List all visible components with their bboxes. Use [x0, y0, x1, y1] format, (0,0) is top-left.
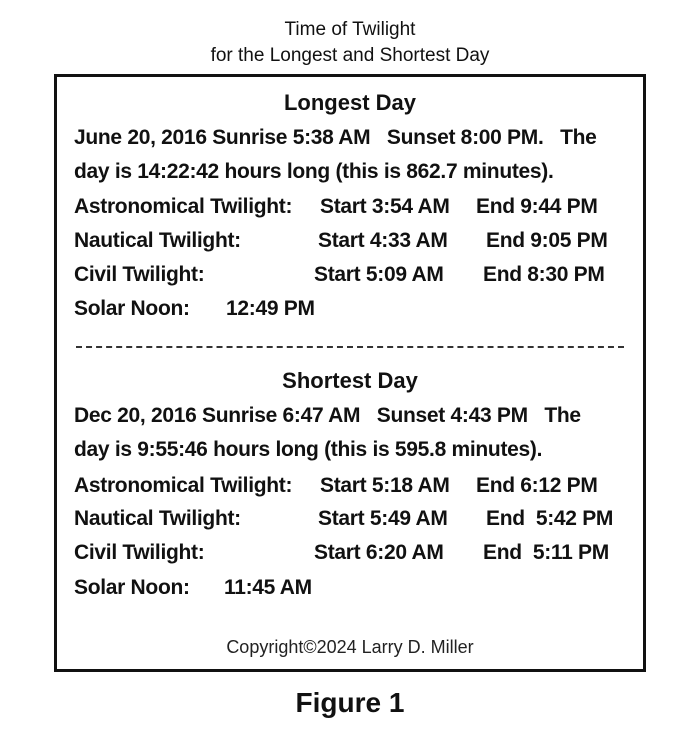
shortest-civil-label: Civil Twilight:: [74, 541, 205, 564]
title-line-1: Time of Twilight: [284, 19, 416, 40]
title-line-2: for the Longest and Shortest Day: [210, 45, 490, 66]
section-separator: [76, 346, 624, 348]
copyright-notice: Copyright©2024 Larry D. Miller: [226, 637, 474, 657]
shortest-noon-value: 11:45 AM: [224, 576, 312, 599]
longest-nautical-start: Start 4:33 AM: [318, 229, 448, 252]
shortest-astro-label: Astronomical Twilight:: [74, 474, 293, 497]
shortest-civil-end: End 5:11 PM: [483, 541, 609, 564]
longest-nautical-label: Nautical Twilight:: [74, 229, 241, 252]
longest-noon-label: Solar Noon:: [74, 297, 190, 320]
longest-civil-start: Start 5:09 AM: [314, 263, 444, 286]
longest-astro-end: End 9:44 PM: [476, 195, 598, 218]
longest-day-heading: Longest Day: [283, 90, 417, 115]
shortest-sunrise-sunset: Dec 20, 2016 Sunrise 6:47 AM Sunset 4:43 PM The: [74, 404, 581, 427]
shortest-nautical-label: Nautical Twilight:: [74, 507, 241, 530]
shortest-astro-start: Start 5:18 AM: [320, 474, 450, 497]
longest-noon-value: 12:49 PM: [226, 297, 315, 320]
figure-label: Figure 1: [295, 687, 405, 718]
shortest-day-heading: Shortest Day: [282, 368, 418, 393]
longest-astro-label: Astronomical Twilight:: [74, 195, 293, 218]
shortest-astro-end: End 6:12 PM: [476, 474, 598, 497]
shortest-noon-label: Solar Noon:: [74, 576, 190, 599]
longest-civil-end: End 8:30 PM: [483, 263, 605, 286]
shortest-nautical-end: End 5:42 PM: [486, 507, 614, 530]
longest-sunrise-sunset: June 20, 2016 Sunrise 5:38 AM Sunset 8:00 PM. The: [74, 126, 597, 149]
longest-day-length: day is 14:22:42 hours long (this is 862.7 minutes).: [74, 160, 554, 183]
longest-civil-label: Civil Twilight:: [74, 263, 205, 286]
longest-astro-start: Start 3:54 AM: [320, 195, 450, 218]
longest-nautical-end: End 9:05 PM: [486, 229, 608, 252]
shortest-civil-start: Start 6:20 AM: [314, 541, 444, 564]
shortest-day-length: day is 9:55:46 hours long (this is 595.8 minutes).: [74, 438, 543, 461]
shortest-nautical-start: Start 5:49 AM: [318, 507, 448, 530]
